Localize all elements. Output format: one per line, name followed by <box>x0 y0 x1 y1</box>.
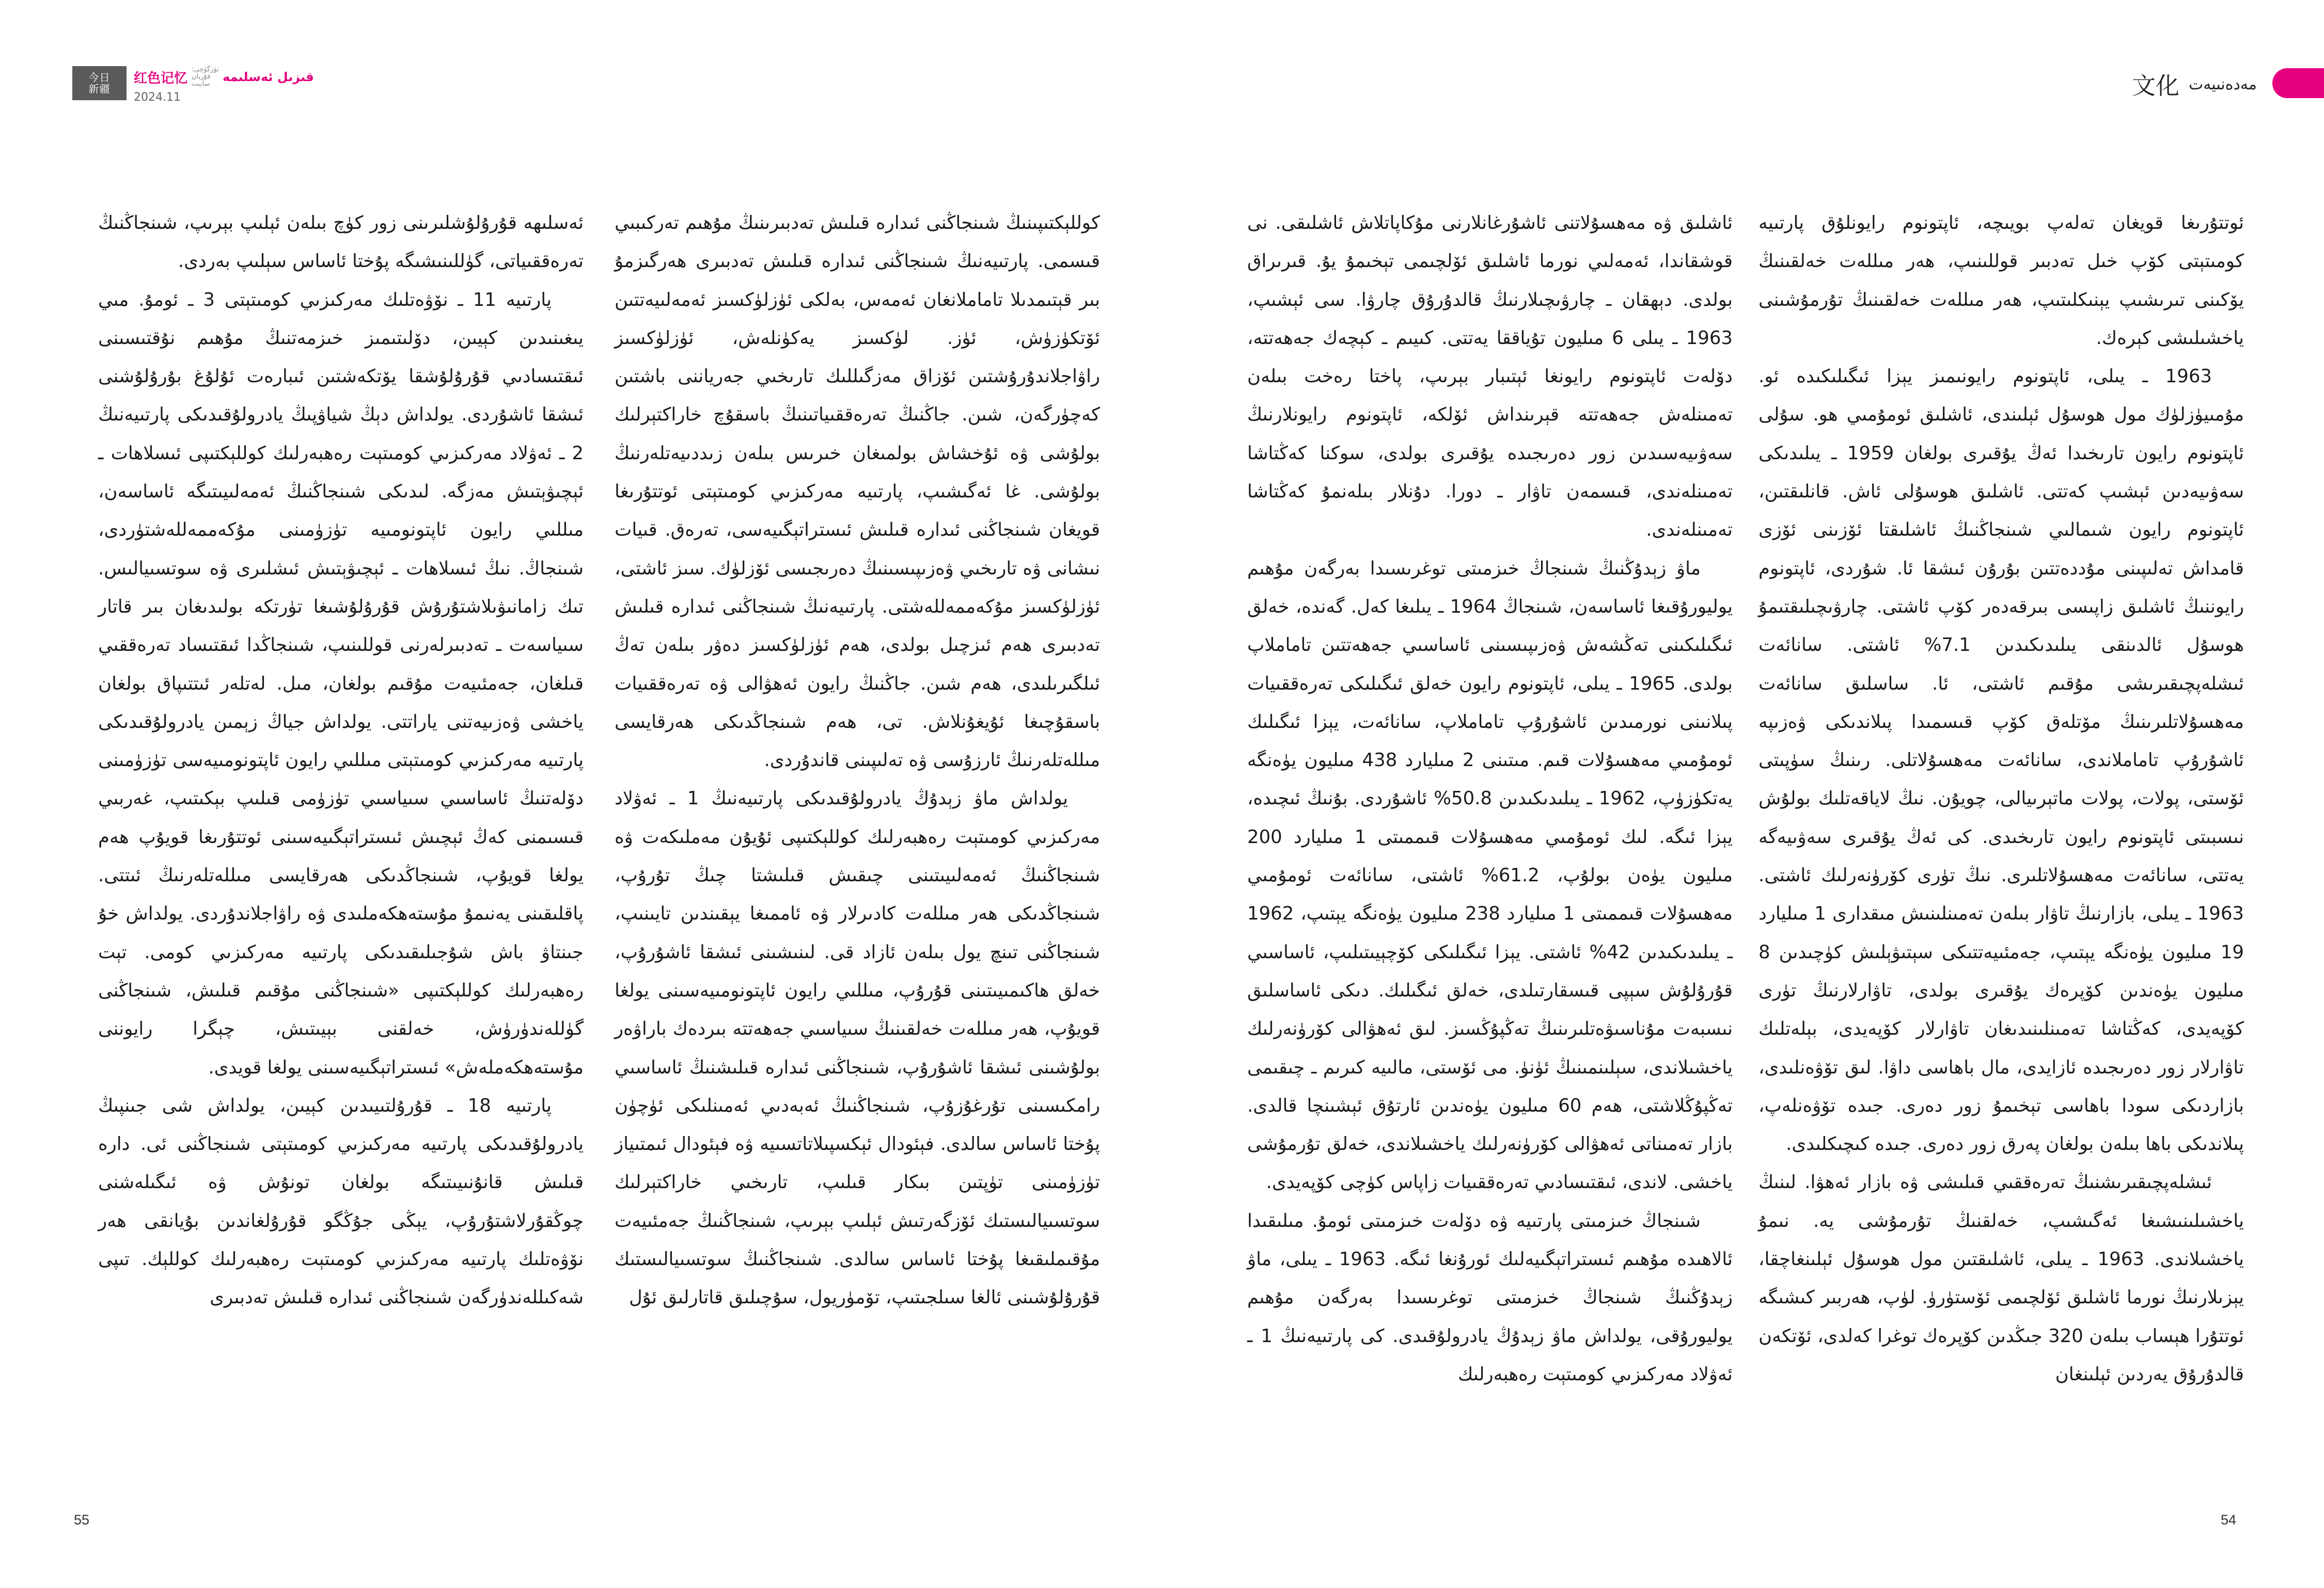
paragraph: شىنجاڭ خىزمىتى پارتىيە ۋە دۆلەت خىزمىتى ئومۇ. مىلىقىدا ئالاھىدە مۇھىم ئىستراتېگىيەلىك ئورۇنغا ئىگە. 1963 ـ يىلى، ماۋ زېدۇڭنىڭ شىنجاڭ خىزمىتى توغرىسىدا بەرگەن مۇھىم يوليورۇقى، يولداش ماۋ زېدۇڭ يادرولۇقىدى. كى پارتىيەنىڭ 1 ـ ئەۋلاد مەركىزىي كومىتېت رەھبەرلىك <box>1247 1210 1733 1385</box>
paragraph: ئەسلىھە قۇرۇلۇشلىرىنى زور كۈچ بىلەن ئېلىپ بېرىپ، شىنجاڭنىڭ تەرەققىياتى، گۈللىنىشىگە پۇختا ئاساس سېلىپ بەردى. <box>98 212 584 272</box>
paragraph: ئىشلەپچىقىرىشنىڭ تەرەققىي قىلىشى ۋە بازار ئەھۋا. لىنىڭ ياخشىلىنىشىغا ئەگىشىپ، خەلقنىڭ تۇرمۇشى يە. نىمۇ ياخشىلاندى. 1963 ـ يىلى، ئاشلىقتىن مول ھوسۇل ئېلىنغاچقا، يېزىلارنىڭ نورما ئاشلىق ئۆلچىمى ئۆستۈرۈ. لۈپ، ھەربىر كىشىگە ئوتتۇرا ھېساب بىلەن 320 جىڭدىن كۆپرەك توغرا كەلدى، ئۆتكەن قالدۇرۇق يەردىن ئېلىنغان <box>1758 1172 2244 1385</box>
page-number-right: 54 <box>2221 1512 2237 1528</box>
text-column-2 <box>615 204 1100 1317</box>
issue-date: 2024.11 <box>134 91 181 104</box>
section-header <box>2132 67 2257 101</box>
logo-line1: 今日 <box>88 71 111 84</box>
section-title-cn: 文化 <box>2131 72 2179 100</box>
logo-line2: 新疆 <box>88 83 111 95</box>
column-title-cn: 红色记忆 <box>134 70 188 86</box>
paragraph: 1963 ـ يىلى، ئاپتونوم رايونىمىز يېزا ئىگىلىكىدە ئو. مۇمىيۈزلۈك مول ھوسۇل ئېلىندى، ئاشلىق ئومۇمىي ھو. سۇلى ئاپتونوم رايون تارىخىدا ئەڭ يۇقىرى بولغان 1959 ـ يىلىدىكى سەۋىيەدىن ئېشىپ كەتتى. ئاشلىق ھوسۇلى ئاش. قانلىقتىن، ئاپتونوم رايون شىمالىي شىنجاڭنىڭ ئاشلىقتا ئۆزىنى ئۆزى قامداش تەلىپىنى مۇددەتتىن بۇرۇن ئىشقا ئا. شۇردى، ئاپتونوم رايوننىڭ ئاشلىق زاپىسى بىرقەدەر كۆپ ئاشتى. چارۋىچىلىقتىمۇ ھوسۇل ئالدىنقى يىلىدىكىدىن 7.1% ئاشتى. سانائەت ئىشلەپچىقىرىشى مۇقىم ئاشتى، ئا. ساسلىق سانائەت مەھسۇلاتلىرىنىڭ مۆتلەق كۆپ قىسمىدا پىلاندىكى ۋەزىپە ئاشۇرۇپ تاماملاندى، سانائەت مەھسۇلاتلى. رىنىڭ سۈپىتى ئۆستى، پولات، پولات ماتېرىيالى، چويۇن. نىڭ لاياقەتلىك بولۇش نىسبىتى ئاپتونوم رايون تارىخىدى. كى ئەڭ يۇقىرى سەۋىيەگە يەتتى، سانائەت مەھسۇلاتلىرى. نىڭ تۈرى كۆرۈنەرلىك ئاشتى. 1963 ـ يىلى، بازارنىڭ تاۋار بىلەن تەمىنلىنىش مىقدارى 1 مىليارد 19 مىليون يۈەنگە يېتىپ، جەمئىيەتتىكى سېتىۋېلىش كۈچىدىن 8 مىليون يۈەندىن كۆپرەك يۇقىرى بولدى، تاۋارلارنىڭ تۈرى كۆپەيدى، كەڭتاشا تەمىنلىنىدىغان تاۋارلار كۆپەيدى، بېلەتلىك تاۋارلار زور دەرىجىدە ئازايدى، مال باھاسى داۋا. لىق تۆۋەنلىدى، بازاردىكى سودا باھاسى تېخىمۇ زور دەرى. جىدە تۆۋەنلەپ، پىلاندىكى باھا بىلەن بولغان پەرق زور دەرى. جىدە كىچىكلىدى. <box>1758 366 2244 1155</box>
paragraph: ماۋ زېدۇڭنىڭ شىنجاڭ خىزمىتى توغرىسىدا بەرگەن مۇھىم يوليورۇقىغا ئاساسەن، شىنجاڭ 1964 ـ يىلىغا كەل. گەندە، خەلق ئىگىلىكىنى تەڭشەش ۋەزىپىسىنى ئاساسىي جەھەتتىن تاماملاپ بولدى. 1965 ـ يىلى، ئاپتونوم رايون خەلق ئىگىلىكى تەرەققىيات پىلانىنى نورمىدىن ئاشۇرۇپ تاماملاپ، سانائەت، يېزا ئىگىلىك ئومۇمىي مەھسۇلات قىم. مىتىنى 2 مىليارد 438 مىليون يۈەنگە يەتكۈزۈپ، 1962 ـ يىلىدىكىدىن 50.8% ئاشۇردى. بۇنىڭ ئىچىدە، يېزا ئىگە. لىك ئومۇمىي مەھسۇلات قىممىتى 1 مىليارد 200 مىليون يۈەن بولۇپ، 61.2% ئاشتى، سانائەت ئومۇمىي مەھسۇلات قىممىتى 1 مىليارد 238 مىليون يۈەنگە يېتىپ، 1962 ـ يىلىدىكىدىن 42% ئاشتى. يېزا ئىگىلىكى كۆچېيىتىلىپ، ئاساسىي قۇرۇلۇش سېپى قىسقارتىلدى، خەلق ئىگىلىك. دىكى ئاساسلىق نىسبەت مۇناسىۋەتلىرىنىڭ تەڭپۇڭسىز. لىق ئەھۋالى كۆرۈنەرلىك ياخشىلاندى، سېلىنمىنىڭ ئۈنۈ. مى ئۆستى، مالىيە كىرىم ـ چىقىمى تەڭپۇڭلاشتى، ھەم 60 مىليون يۈەندىن ئارتۇق ئېشىنچا قالدى. بازار تەمىناتى ئەھۋالى كۆرۈنەرلىك ياخشىلاندى، خەلق تۇرمۇشى ياخشى. لاندى، ئىقتىسادىي تەرەققىيات زاپاس كۈچى كۆپەيدى. <box>1247 557 1733 1193</box>
magazine-header <box>72 66 314 102</box>
text-column-4 <box>1758 204 2244 1394</box>
paragraph: ئاشلىق ۋە مەھسۇلاتنى ئاشۇرغانلارنى مۇكاپاتلاش ئاشلىقى. نى قوشقاندا، ئەمەلىي نورما ئاشلىق ئۆلچىمى تېخىمۇ يۇ. قىرىراق بولدى. دېھقان ـ چارۋىچىلارنىڭ قالدۇرۇق چارۋا. سى ئېشىپ، 1963 ـ يىلى 6 مىليون تۇياققا يەتتى. كىيىم ـ كېچەك جەھەتتە، دۆلەت ئاپتونوم رايونغا ئېتىبار بېرىپ، پاختا رەخت بىلەن تەمىنلەش جەھەتتە قېرىنداش ئۆلكە، ئاپتونوم رايونلارنىڭ سەۋىيەسىدىن زور دەرىجىدە يۇقىرى بولدى، سوكنا كەڭتاشا تەمىنلەندى، قىسمەن تاۋار ـ دورا. دۇنلار بىلەنمۇ كەڭتاشا تەمىنلەندى. <box>1247 212 1733 541</box>
paragraph: پارتىيە 18 ـ قۇرۇلتىيىدىن كېيىن، يولداش شى جىنپىڭ يادرولۇقىدىكى پارتىيە مەركىزىي كومىتېتى شىنجاڭنى ئى. دارە قىلىش قانۇنىيىتىگە بولغان تونۇش ۋە ئىگىلەشنى چوڭقۇرلاشتۇرۇپ، يېڭى جۇڭگو قۇرۇلغاندىن بۇيانقى ھەر نۆۋەتلىك پارتىيە مەركىزىي كومىتېت رەھبەرلىك كوللېك. تىپى شەكىللەندۈرگەن شىنجاڭنى ئىدارە قىلىش تەدبىرى <box>98 1095 584 1309</box>
editor-note: تۈزگۈچى: قۇربان سايىت <box>192 66 219 88</box>
paragraph: كوللېكتىپىنىڭ شىنجاڭنى ئىدارە قىلىش تەدبىرىنىڭ مۇھىم تەركىبىي قىسمى. پارتىيەنىڭ شىنجاڭنى ئىدارە قىلىش تەدبىرى ھەرگىزمۇ بىر قېتىمدىلا تاماملانغان ئەمەس، بەلكى ئۈزلۈكسىز ئەمەلىيەتتىن ئۆتكۈزۈش، ئۈز. لۈكسىز يەكۈنلەش، ئۈزلۈكسىز راۋاجلاندۇرۇشتىن ئۆزاق مەزگىللىك تارىخىي جەرياننى باشتىن كەچۈرگەن، شىن. جاڭنىڭ تەرەققىياتىنىڭ باسقۇچ خاراكتېرلىك بولۇشى ۋە ئۇخشاش بولمىغان خىرىس بىلەن زىددىيەتلەرنىڭ بولۇشى. غا ئەگىشىپ، پارتىيە مەركىزىي كومىتېتى ئوتتۇرىغا قويغان شىنجاڭنى ئىدارە قىلىش ئىستراتېگىيەسى، تەرەق. قىيات نىشانى ۋە تارىخىي ۋەزىپىسىنىڭ دەرىجىسى ئۆزلۈك. سىز ئاشتى، ئۈزلۈكسىز مۇكەممەللەشتى. پارتىيەنىڭ شىنجاڭنى ئىدارە قىلىش تەدبىرى ھەم ئىزچىل بولدى، ھەم ئۈزلۈكسىز دەۋر بىلەن تەڭ ئىلگىرىلىدى، ھەم شىن. جاڭنىڭ رايون ئەھۋالى ۋە تەرەققىيات باسقۇچىغا ئۇيغۇنلاش. تى، ھەم شىنجاڭدىكى ھەرقايسى مىللەتلەرنىڭ ئارزۇسى ۋە تەلىپىنى قاندۇردى. <box>615 212 1100 771</box>
magazine-title-block <box>134 66 314 104</box>
text-column-3 <box>1247 204 1733 1394</box>
paragraph: ئوتتۇرىغا قويغان تەلەپ بويىچە، ئاپتونوم رايونلۇق پارتىيە كومىتېتى كۆپ خىل تەدبىر قوللىنىپ، ھەر مىللەت خەلقىنىڭ يۆكىنى تىرىشىپ يېنىكلىتىپ، ھەر مىللەت خەلقىنىڭ تۇرمۇشىنى ياخشىلىشى كېرەك. <box>1758 212 2244 349</box>
page-number-left: 55 <box>74 1512 90 1528</box>
paragraph: يولداش ماۋ زېدۇڭ يادرولۇقىدىكى پارتىيەنىڭ 1 ـ ئەۋلاد مەركىزىي كومىتېت رەھبەرلىك كوللېكتىپى ئۇيۇن مەملىكەت ۋە شىنجاڭنىڭ ئەمەلىيىتىنى چىقىش قىلىشتا چىڭ تۇرۇپ، شىنجاڭدىكى ھەر مىللەت كادىرلار ۋە ئاممىغا يېقىندىن تايىنىپ، شىنجاڭنى تىنچ يول بىلەن ئازاد قى. لىنىشىنى ئىشقا ئاشۇرۇپ، خەلق ھاكىمىيىتىنى قۇرۇپ، مىللىي رايون ئاپتونومىيەسىنى يولغا قويۇپ، ھەر مىللەت خەلقىنىڭ سىياسىي جەھەتتە بىردەك باراۋەر بولۇشىنى ئىشقا ئاشۇرۇپ، شىنجاڭنى ئىدارە قىلىشنىڭ ئاساسىي رامكىسىنى تۇرغۇزۇپ، شىنجاڭنىڭ ئەبەدىي ئەمىنلىكى ئۈچۈن پۇختا ئاساس سالدى. فېئودال ئېكسپىلاتاتسىيە ۋە فېئودال ئىمتىياز تۈزۈمىنى تۈپتىن بىكار قىلىپ، تارىخىي خاراكتېرلىك سوتسىيالىستىك ئۆزگەرتىش ئېلىپ بېرىپ، شىنجاڭنىڭ جەمئىيەت مۇقىملىقىغا پۇختا ئاساس سالدى. شىنجاڭنىڭ سوتسىيالىستىك قۇرۇلۇشىنى ئالغا سىلجىتىپ، تۆمۈريول، سۇچىلىق قاتارلىق ئۇل <box>615 788 1100 1309</box>
right-page <box>1162 0 2324 1588</box>
paragraph: پارتىيە 11 ـ نۆۋەتلىك مەركىزىي كومىتېتى 3 ـ ئومۇ. مىي يىغىنىدىن كېيىن، دۆلىتىمىز خىزمەتنىڭ مۇھىم نۇقتىسىنى ئىقتىسادىي قۇرۇلۇشقا يۆتكەشتىن ئىبارەت ئۇلۇغ بۇرۇلۇشنى ئىشقا ئاشۇردى. يولداش دېڭ شياۋپىڭ يادرولۇقىدىكى پارتىيەنىڭ 2 ـ ئەۋلاد مەركىزىي كومىتېت رەھبەرلىك كوللېكتىپى ئىسلاھات ـ ئېچىۋېتىش مەزگە. لىدىكى شىنجاڭنىڭ ئەمەلىيىتىگە ئاساسەن، مىللىي رايون ئاپتونومىيە تۈزۈمىنى مۇكەممەللەشتۈردى، شىنجاڭ. نىڭ ئىسلاھات ـ ئېچىۋېتىش ئىشلىرى ۋە سوتسىيالىس. تىك زامانىۋىلاشتۇرۇش قۇرۇلۇشىغا تۈرتكە بولىدىغان بىر قاتار سىياسەت ـ تەدبىرلەرنى قوللىنىپ، شىنجاڭدا ئىقتىساد تەرەققىي قىلغان، جەمئىيەت مۇقىم بولغان، مىل. لەتلەر ئىتتىپاق بولغان ياخشى ۋەزىيەتنى ياراتتى. يولداش جياڭ زېمىن يادرولۇقىدىكى پارتىيە مەركىزىي كومىتېتى مىللىي رايون ئاپتونومىيەسى تۈزۈمىنى دۆلەتنىڭ ئاساسىي سىياسىي تۈزۈمى قىلىپ بېكىتىپ، غەربىي قىسىمنى كەڭ ئېچىش ئىستراتېگىيەسىنى ئوتتۇرىغا قويۇپ ھەم يولغا قويۇپ، شىنجاڭدىكى ھەرقايسى مىللەتلەرنىڭ ئىتتى. پاقلىقىنى يەنىمۇ مۇستەھكەملىدى ۋە راۋاجلاندۇردى. يولداش خۇ جىنتاۋ باش شۇجىلىقىدىكى پارتىيە مەركىزىي كومى. تېت رەھبەرلىك كوللېكتىپى «شىنجاڭنى مۇقىم قىلىش، شىنجاڭنى گۈللەندۈرۈش، خەلقنى بېيىتىش، چېگرا رايوننى مۇستەھكەملەش» ئىستراتېگىيەسىنى يولغا قويدى. <box>98 289 584 1078</box>
section-accent-tab <box>2272 68 2324 98</box>
magazine-logo <box>72 66 127 100</box>
column-title-ug: قىزىل ئەسلىمە <box>223 70 314 84</box>
section-title-ug: مەدەنىيەت <box>2188 75 2257 94</box>
text-column-1 <box>98 204 584 1317</box>
